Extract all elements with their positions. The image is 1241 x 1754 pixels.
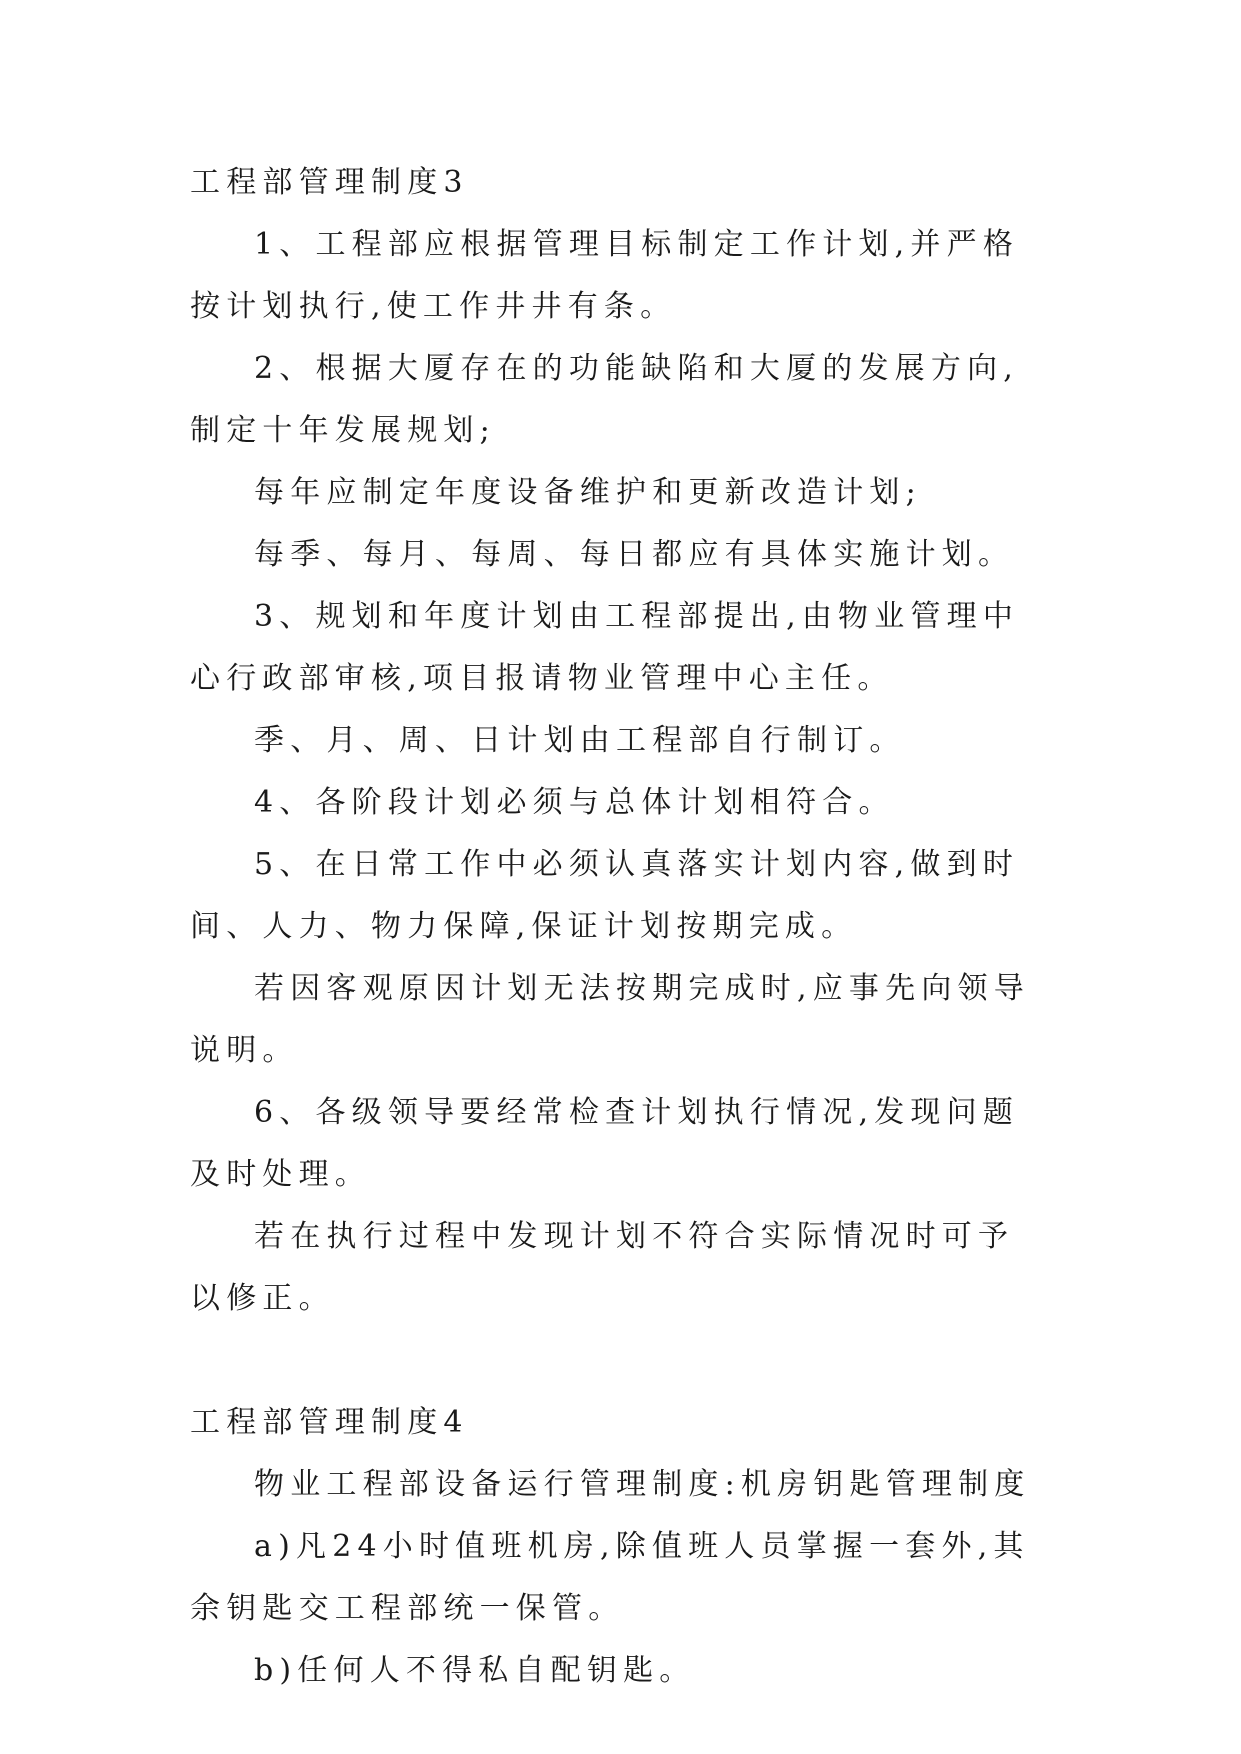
section-title: 工程部管理制度3 [190,165,469,200]
section-3 [190,152,1050,1330]
document-body [190,152,1050,1702]
paragraph: a)凡24小时值班机房,除值班人员掌握一套外,其余钥匙交工程部统一保管。 [190,1529,1030,1626]
paragraph: 若因客观原因计划无法按期完成时,应事先向领导说明。 [190,971,1030,1068]
paragraph: 若在执行过程中发现计划不符合实际情况时可予以修正。 [190,1219,1015,1316]
paragraph: 2、根据大厦存在的功能缺陷和大厦的发展方向,制定十年发展规划; [190,351,1020,448]
paragraph: 每季、每月、每周、每日都应有具体实施计划。 [254,537,1015,572]
paragraph: 1、工程部应根据管理目标制定工作计划,并严格按计划执行,使工作井井有条。 [190,227,1020,324]
paragraph: 季、月、周、日计划由工程部自行制订。 [254,723,906,758]
paragraph: 6、各级领导要经常检查计划执行情况,发现问题及时处理。 [190,1095,1020,1192]
paragraph: 物业工程部设备运行管理制度:机房钥匙管理制度 [254,1467,1031,1502]
paragraph: 4、各阶段计划必须与总体计划相符合。 [254,785,895,820]
paragraph: 5、在日常工作中必须认真落实计划内容,做到时间、人力、物力保障,保证计划按期完成。 [190,847,1020,944]
paragraph: b)任何人不得私自配钥匙。 [254,1653,696,1688]
section-title: 工程部管理制度4 [190,1405,469,1440]
section-4 [190,1392,1050,1702]
paragraph: 每年应制定年度设备维护和更新改造计划; [254,475,922,510]
section-spacer [190,1330,1050,1392]
paragraph: 3、规划和年度计划由工程部提出,由物业管理中心行政部审核,项目报请物业管理中心主任。 [190,599,1020,696]
